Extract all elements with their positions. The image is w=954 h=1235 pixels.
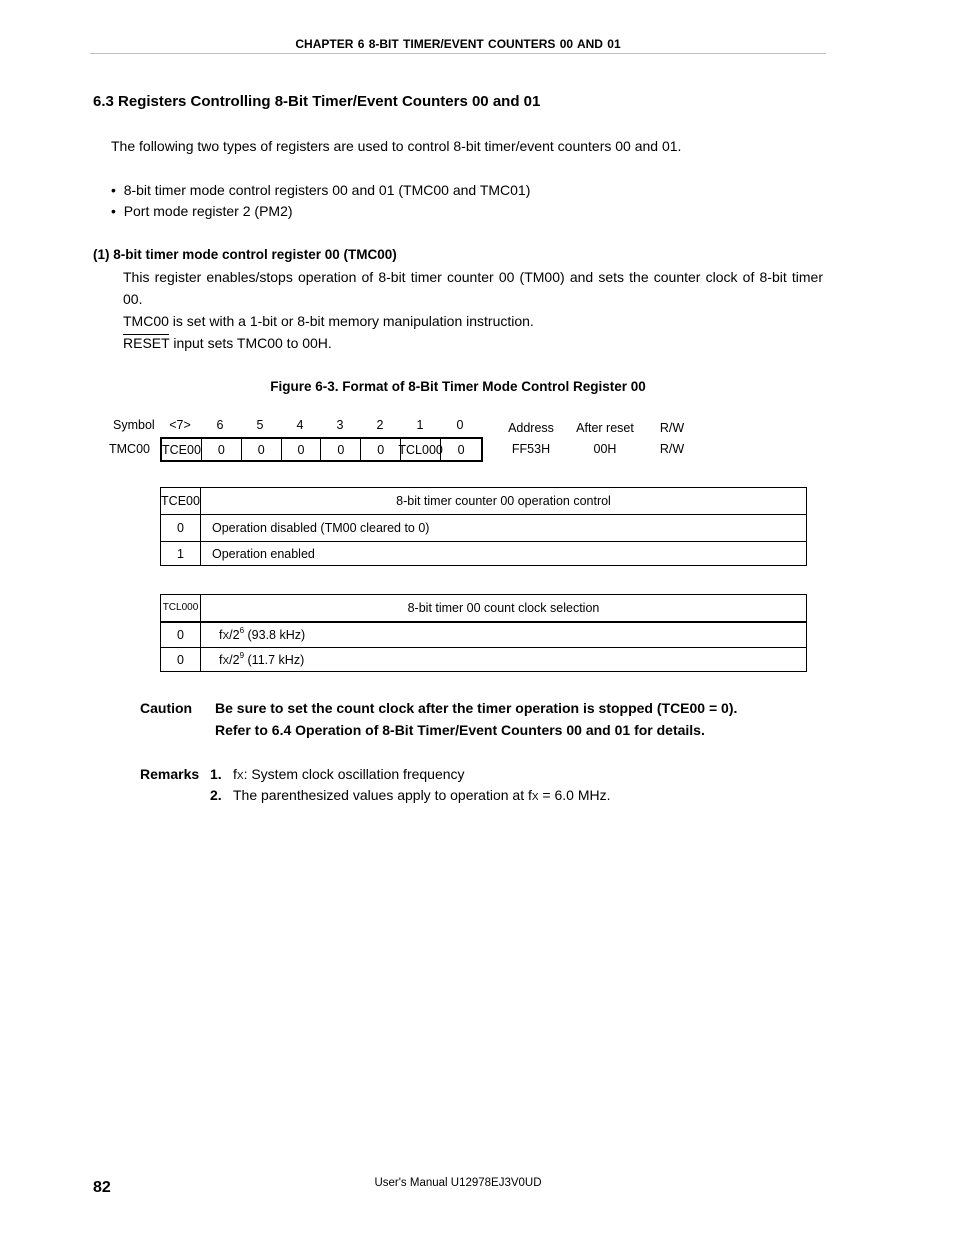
paragraph-line: This register enables/stops operation of 8-bit timer counter 00 (TM00) and sets the counter clock of 8-bit timer [123,269,823,285]
bit-number: <7> [169,418,191,432]
freq-exponent: 6 [239,625,245,635]
bit-cell: 0 [242,439,282,460]
paragraph-line: 00. [123,291,143,307]
freq-symbol: f [219,652,223,667]
freq-value: (93.8 kHz) [244,627,306,642]
after-reset-value: 00H [593,442,617,456]
table-cell [201,648,807,672]
table-header-row [161,488,807,515]
caution-text: Refer to 6.4 Operation of 8-Bit Timer/Event Counters 00 and 01 for details. [215,722,705,738]
freq-divisor: /2 [229,652,240,667]
freq-exponent: 9 [239,650,245,660]
table-cell [201,622,807,648]
table-cell: Operation disabled (TM00 cleared to 0) [201,515,807,542]
bullet-item [111,203,293,219]
table-cell: 0 [161,515,201,542]
freq-symbol: f [219,627,223,642]
table-row [161,515,807,542]
paragraph-line: TMC00 is set with a 1-bit or 8-bit memory manipulation instruction. [123,313,534,329]
tcl000-table [160,594,807,672]
freq-subscript: X [531,792,539,803]
table-cell: 0 [161,648,201,672]
running-header: CHAPTER 6 8-BIT TIMER/EVENT COUNTERS 00 AND 01 [295,37,621,51]
bullet-text: 8-bit timer mode control registers 00 and 01 (TMC00 and TMC01) [123,182,531,198]
bit-number: 2 [376,418,384,432]
bit-cell: TCE00 [162,439,202,460]
bullet-text: Port mode register 2 (PM2) [123,203,293,219]
table-header-row [161,595,807,622]
table-header-cell: 8-bit timer 00 count clock selection [201,595,807,622]
bit-number: 6 [216,418,224,432]
section-title: 6.3 Registers Controlling 8-Bit Timer/Event Counters 00 and 01 [93,93,541,110]
table-header-cell: TCE00 [161,488,201,515]
bit-cell: TCL000 [401,439,441,460]
remark-desc: The parenthesized values apply to operation at f [233,787,532,803]
table-cell: 1 [161,542,201,566]
table-cell: 0 [161,622,201,648]
bit-cell: 0 [361,439,401,460]
bit-number: 4 [296,418,304,432]
freq-symbol: f [233,766,237,782]
bullet-marker: • [111,182,116,198]
remark-number: 1. [210,766,222,782]
header-rule [90,53,826,54]
table-header-cell: TCL000 [161,595,201,622]
rw-label: R/W [659,421,685,435]
remark-text [233,787,611,803]
bit-cell: 0 [202,439,242,460]
tce00-table [160,487,807,566]
caution-label: Caution [140,700,193,716]
register-symbol: TMC00 [109,442,150,456]
page-number: 82 [93,1179,111,1196]
register-bits [160,437,483,462]
bit-number: 3 [336,418,344,432]
freq-subscript: X [236,771,244,782]
freq-divisor: /2 [229,627,240,642]
reset-text: input sets TMC00 to 00H. [169,335,332,351]
remarks-label: Remarks [140,766,200,782]
bit-number: 0 [456,418,464,432]
caution-text: Be sure to set the count clock after the timer operation is stopped (TCE00 = 0). [215,700,738,716]
table-row [161,622,807,648]
remark-desc: : System clock oscillation frequency [243,766,465,782]
bit-cell: 0 [282,439,322,460]
rw-value: R/W [659,442,685,456]
table-cell: Operation enabled [201,542,807,566]
bullet-item [111,182,530,198]
remark-number: 2. [210,787,222,803]
freq-value: (11.7 kHz) [244,652,305,667]
figure-caption: Figure 6-3. Format of 8-Bit Timer Mode Control Register 00 [270,379,646,394]
intro-paragraph: The following two types of registers are used to control 8-bit timer/event counters 00 and 01. [111,138,682,154]
table-row [161,542,807,566]
bit-cell: 0 [457,442,465,457]
freq-subscript: X [222,630,230,642]
address-label: Address [508,421,554,435]
address-value: FF53H [511,442,551,456]
bit-number: 1 [416,418,424,432]
manual-id: User's Manual U12978EJ3V0UD [374,1177,542,1189]
bit-cell: 0 [321,439,361,460]
symbol-label: Symbol [113,418,155,432]
paragraph-line [123,335,332,351]
table-header-cell: 8-bit timer counter 00 operation control [201,488,807,515]
reset-signal: RESET [123,335,170,351]
table-row [161,648,807,672]
subsection-title: (1) 8-bit timer mode control register 00 (TMC00) [93,247,397,262]
freq-subscript: X [222,655,230,667]
bit-number: 5 [256,418,264,432]
after-reset-label: After reset [576,421,634,435]
bullet-marker: • [111,203,116,219]
remark-desc: = 6.0 MHz. [538,787,611,803]
remark-text [233,766,465,782]
